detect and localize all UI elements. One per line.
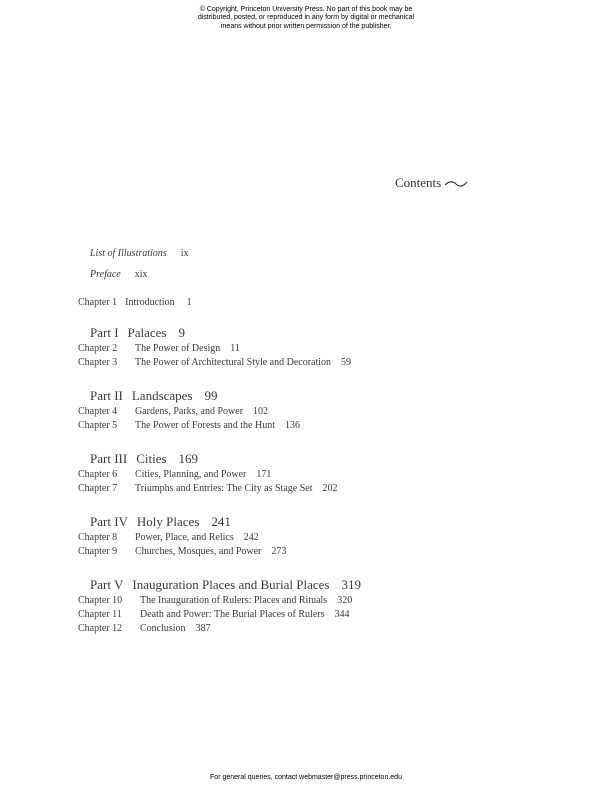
- part-page: 319: [341, 577, 361, 592]
- chapter-number: Chapter 3: [78, 357, 118, 368]
- part-page: 169: [178, 451, 199, 466]
- chapter-page: 202: [322, 483, 338, 494]
- front-matter-preface: [90, 269, 148, 280]
- part-label: Part II: [90, 388, 123, 403]
- swash-ornament-icon: [444, 179, 468, 189]
- chapter-entry: [78, 545, 578, 559]
- chapter-number: Chapter 2: [78, 343, 118, 354]
- chapter-number: Chapter 5: [78, 420, 118, 431]
- part-page: 241: [211, 514, 231, 529]
- copyright-line-3: means without prior written permission of the publisher.: [220, 22, 392, 30]
- footer-contact: For general queries, contact webmaster@press.princeton.edu: [210, 774, 402, 781]
- chapter-page: 344: [334, 609, 350, 620]
- chapter-number: Chapter 10: [78, 595, 123, 606]
- chapter-entry: [78, 608, 578, 622]
- chapter-entry: [78, 482, 578, 496]
- part-title: Cities: [136, 451, 167, 466]
- part-heading: [90, 451, 578, 468]
- chapter-title: The Power of Architectural Style and Decoration: [135, 357, 332, 368]
- copyright-line-1: © Copyright, Princeton University Press. No part of this book may be: [199, 6, 413, 13]
- chapter-title: The Power of Design: [135, 343, 221, 354]
- chapter-title: Conclusion: [140, 623, 186, 634]
- chapter-title: Death and Power: The Burial Places of Rulers: [140, 609, 325, 620]
- chapter-entry: [78, 531, 578, 545]
- chapter-entry: [78, 622, 578, 636]
- chapter-page: 320: [337, 595, 353, 606]
- chapter-page: 136: [284, 420, 300, 431]
- part-label: Part V: [90, 577, 124, 592]
- part-section-4: [78, 514, 578, 559]
- chapter-title: The Inauguration of Rulers: Places and Rituals: [140, 595, 328, 606]
- part-section-1: [78, 325, 578, 370]
- part-title: Inauguration Places and Burial Places: [132, 577, 330, 592]
- part-page: 99: [204, 388, 218, 403]
- chapter-number: Chapter 9: [78, 546, 118, 557]
- part-page: 9: [178, 325, 186, 340]
- chapter-entry: [78, 468, 578, 482]
- chapter-entry: [78, 405, 578, 419]
- chapter-title: Cities, Planning, and Power: [135, 469, 247, 480]
- part-title: Landscapes: [131, 388, 193, 403]
- chapter-number: Chapter 6: [78, 469, 118, 480]
- copyright-notice: [0, 6, 612, 31]
- chapter-entry: [78, 419, 578, 433]
- chapter-entry: [78, 594, 578, 608]
- chapter-title: Gardens, Parks, and Power: [135, 406, 244, 417]
- chapter-entry: [78, 356, 578, 370]
- chapter-entry-1: [78, 297, 192, 308]
- chapter-number: Chapter 11: [78, 609, 122, 620]
- part-heading: [90, 388, 578, 405]
- chapter-page: 1: [186, 297, 192, 308]
- copyright-line-2: distributed, posted, or reproduced in any form by digital or mechanical: [197, 14, 415, 22]
- front-matter-page: xix: [134, 269, 148, 280]
- part-label: Part III: [90, 451, 128, 466]
- part-section-2: [78, 388, 578, 433]
- chapter-page: 387: [195, 623, 211, 634]
- contents-title: Contents: [395, 175, 442, 190]
- part-label: Part IV: [90, 514, 128, 529]
- part-title: Holy Places: [136, 514, 200, 529]
- chapter-entry: [78, 342, 578, 356]
- part-section-3: [78, 451, 578, 496]
- part-heading: [90, 514, 578, 531]
- part-label: Part I: [90, 325, 119, 340]
- contents-heading: [395, 175, 468, 191]
- chapter-title: Introduction: [125, 297, 175, 308]
- chapter-title: Churches, Mosques, and Power: [135, 546, 262, 557]
- front-matter-label: Preface: [90, 269, 121, 280]
- part-section-5: [78, 577, 578, 636]
- chapter-number: Chapter 8: [78, 532, 118, 543]
- chapter-page: 242: [243, 532, 259, 543]
- front-matter-page: ix: [180, 248, 189, 259]
- chapter-page: 273: [271, 546, 287, 557]
- chapter-page: 11: [230, 343, 240, 354]
- part-title: Palaces: [127, 325, 167, 340]
- part-heading: [90, 325, 578, 342]
- chapter-page: 59: [341, 357, 352, 368]
- front-matter-label: List of Illustrations: [90, 248, 167, 259]
- part-heading: [90, 577, 578, 594]
- chapter-number: Chapter 1: [78, 297, 118, 308]
- chapter-number: Chapter 4: [78, 406, 118, 417]
- chapter-title: Triumphs and Entries: The City as Stage Set: [135, 483, 313, 494]
- chapter-page: 171: [256, 469, 272, 480]
- chapter-number: Chapter 12: [78, 623, 123, 634]
- chapter-number: Chapter 7: [78, 483, 118, 494]
- chapter-title: The Power of Forests and the Hunt: [135, 420, 275, 431]
- front-matter-illustrations: [90, 248, 188, 259]
- chapter-title: Power, Place, and Relics: [135, 532, 234, 543]
- chapter-page: 102: [253, 406, 269, 417]
